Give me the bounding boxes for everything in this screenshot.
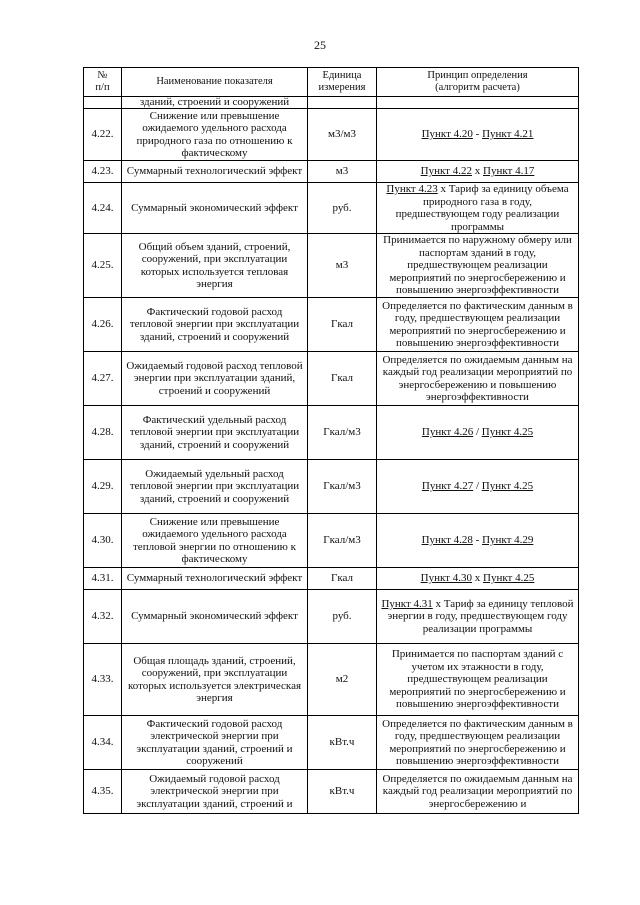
method-text: x — [472, 572, 483, 585]
unit-of-measure: кВт.ч — [308, 716, 377, 770]
continuation-row — [84, 97, 579, 109]
method-text: Определяется по ожидаемым данным на каждый год реализации мероприятий по энергосбережению и — [382, 772, 573, 810]
indicator-name: Фактический удельный расход тепловой энергии при эксплуатации зданий, строений и сооружений — [122, 406, 308, 460]
item-reference-link[interactable]: Пункт 4.29 — [482, 534, 534, 547]
unit-of-measure: Гкал — [308, 568, 377, 590]
row-number: 4.23. — [84, 161, 122, 183]
method-text: x Тариф за единицу объема природного газа в году, предшествующем году реализации программы — [395, 183, 569, 233]
table-row — [84, 644, 579, 716]
unit-of-measure: Гкал/м3 — [308, 460, 377, 514]
calculation-method — [377, 770, 579, 814]
item-reference-link[interactable]: Пункт 4.31 — [381, 597, 433, 610]
item-reference-link[interactable]: Пункт 4.20 — [421, 128, 473, 141]
item-reference-link[interactable]: Пункт 4.17 — [483, 165, 535, 178]
row-number: 4.22. — [84, 109, 122, 161]
table-row — [84, 352, 579, 406]
page-number: 25 — [314, 38, 326, 52]
calculation-method — [377, 406, 579, 460]
header-name: Наименование показателя — [122, 68, 308, 97]
row-number: 4.24. — [84, 183, 122, 234]
item-reference-link[interactable]: Пункт 4.27 — [421, 480, 474, 493]
item-reference-link[interactable]: Пункт 4.26 — [421, 426, 474, 439]
calculation-method — [377, 352, 579, 406]
indicator-name: Снижение или превышение ожидаемого удельного расхода тепловой энергии по отношению к фактическому — [122, 514, 308, 568]
row-number: 4.29. — [84, 460, 122, 514]
continuation-text: зданий, строений и сооружений — [122, 97, 308, 109]
indicator-name: Ожидаемый удельный расход тепловой энергии при эксплуатации зданий, строений и сооружений — [122, 460, 308, 514]
header-unit: Единица измерения — [308, 68, 377, 97]
header-num: № п/п — [84, 68, 122, 97]
unit-of-measure: м2 — [308, 644, 377, 716]
method-text: Принимается по наружному обмеру или паспортам зданий в году, предшествующем реализации мероприятий по энергосбережению и повышению энергоэффективности — [383, 234, 572, 297]
table-row — [84, 716, 579, 770]
table-row — [84, 406, 579, 460]
unit-of-measure: Гкал/м3 — [308, 406, 377, 460]
unit-of-measure: Гкал/м3 — [308, 514, 377, 568]
table-row — [84, 770, 579, 814]
indicator-name: Суммарный экономический эффект — [122, 590, 308, 644]
calculation-method — [377, 716, 579, 770]
row-number: 4.31. — [84, 568, 122, 590]
row-number: 4.35. — [84, 770, 122, 814]
method-text: Принимается по паспортам зданий с учетом их этажности в году, предшествующем реализации мероприятий по энергосбережению и повышению энергоэффективности — [389, 648, 566, 711]
row-number: 4.30. — [84, 514, 122, 568]
indicator-name: Суммарный технологический эффект — [122, 161, 308, 183]
method-text: - — [472, 128, 483, 141]
calculation-method — [377, 298, 579, 352]
calculation-method — [377, 109, 579, 161]
method-text: x Тариф за единицу тепловой энергии в году, предшествующем году реализации программы — [387, 597, 574, 635]
unit-of-measure: м3 — [308, 161, 377, 183]
unit-of-measure: м3/м3 — [308, 109, 377, 161]
method-text: / — [473, 426, 482, 439]
calculation-method — [377, 234, 579, 298]
row-number: 4.28. — [84, 406, 122, 460]
item-reference-link[interactable]: Пункт 4.25 — [481, 426, 534, 439]
unit-of-measure: кВт.ч — [308, 770, 377, 814]
item-reference-link[interactable]: Пункт 4.30 — [420, 572, 472, 585]
calculation-method — [377, 590, 579, 644]
indicator-name: Снижение или превышение ожидаемого удельного расхода природного газа по отношению к фактическому — [122, 109, 308, 161]
unit-of-measure: Гкал — [308, 352, 377, 406]
table-row — [84, 234, 579, 298]
unit-of-measure: руб. — [308, 183, 377, 234]
item-reference-link[interactable]: Пункт 4.28 — [421, 534, 473, 547]
table-row — [84, 298, 579, 352]
item-reference-link[interactable]: Пункт 4.25 — [481, 480, 534, 493]
calculation-method — [377, 568, 579, 590]
method-text: x — [472, 165, 483, 178]
table-row — [84, 514, 579, 568]
header-method: Принцип определения (алгоритм расчета) — [377, 68, 579, 97]
indicator-name: Фактический годовой расход электрической энергии при эксплуатации зданий, строений и сооружений — [122, 716, 308, 770]
calculation-method — [377, 460, 579, 514]
calculation-method — [377, 514, 579, 568]
indicator-name: Суммарный экономический эффект — [122, 183, 308, 234]
table-row — [84, 161, 579, 183]
table-row — [84, 568, 579, 590]
method-text: - — [472, 534, 483, 547]
method-text: Определяется по фактическим данным в году, предшествующем реализации мероприятий по энергосбережению и повышению энергоэффективности — [382, 299, 573, 349]
calculation-method — [377, 161, 579, 183]
method-text: / — [473, 480, 482, 493]
indicator-name: Суммарный технологический эффект — [122, 568, 308, 590]
calculation-method — [377, 183, 579, 234]
indicators-table — [83, 67, 579, 814]
item-reference-link[interactable]: Пункт 4.25 — [483, 572, 535, 585]
indicator-name: Ожидаемый годовой расход тепловой энергии при эксплуатации зданий, строений и сооружений — [122, 352, 308, 406]
method-text: Определяется по ожидаемым данным на каждый год реализации мероприятий по энергосбережению и повышению энергоэффективности — [382, 353, 573, 403]
table-header-row — [84, 68, 579, 97]
item-reference-link[interactable]: Пункт 4.21 — [482, 128, 534, 141]
row-number: 4.25. — [84, 234, 122, 298]
table-row — [84, 183, 579, 234]
indicator-name: Фактический годовой расход тепловой энергии при эксплуатации зданий, строений и сооружений — [122, 298, 308, 352]
indicator-name: Общий объем зданий, строений, сооружений, при эксплуатации которых используется тепловая энергия — [122, 234, 308, 298]
row-number: 4.26. — [84, 298, 122, 352]
method-text: Определяется по фактическим данным в году, предшествующем реализации мероприятий по энергосбережению и повышению энергоэффективности — [382, 717, 573, 767]
indicator-name: Ожидаемый годовой расход электрической энергии при эксплуатации зданий, строений и — [122, 770, 308, 814]
unit-of-measure: м3 — [308, 234, 377, 298]
row-number: 4.27. — [84, 352, 122, 406]
unit-of-measure: Гкал — [308, 298, 377, 352]
item-reference-link[interactable]: Пункт 4.23 — [386, 183, 438, 195]
table-row — [84, 109, 579, 161]
item-reference-link[interactable]: Пункт 4.22 — [420, 165, 472, 178]
row-number: 4.33. — [84, 644, 122, 716]
indicator-name: Общая площадь зданий, строений, сооружений, при эксплуатации которых используется электрическая энергия — [122, 644, 308, 716]
table-row — [84, 590, 579, 644]
row-number: 4.32. — [84, 590, 122, 644]
table-row — [84, 460, 579, 514]
calculation-method — [377, 644, 579, 716]
row-number: 4.34. — [84, 716, 122, 770]
unit-of-measure: руб. — [308, 590, 377, 644]
